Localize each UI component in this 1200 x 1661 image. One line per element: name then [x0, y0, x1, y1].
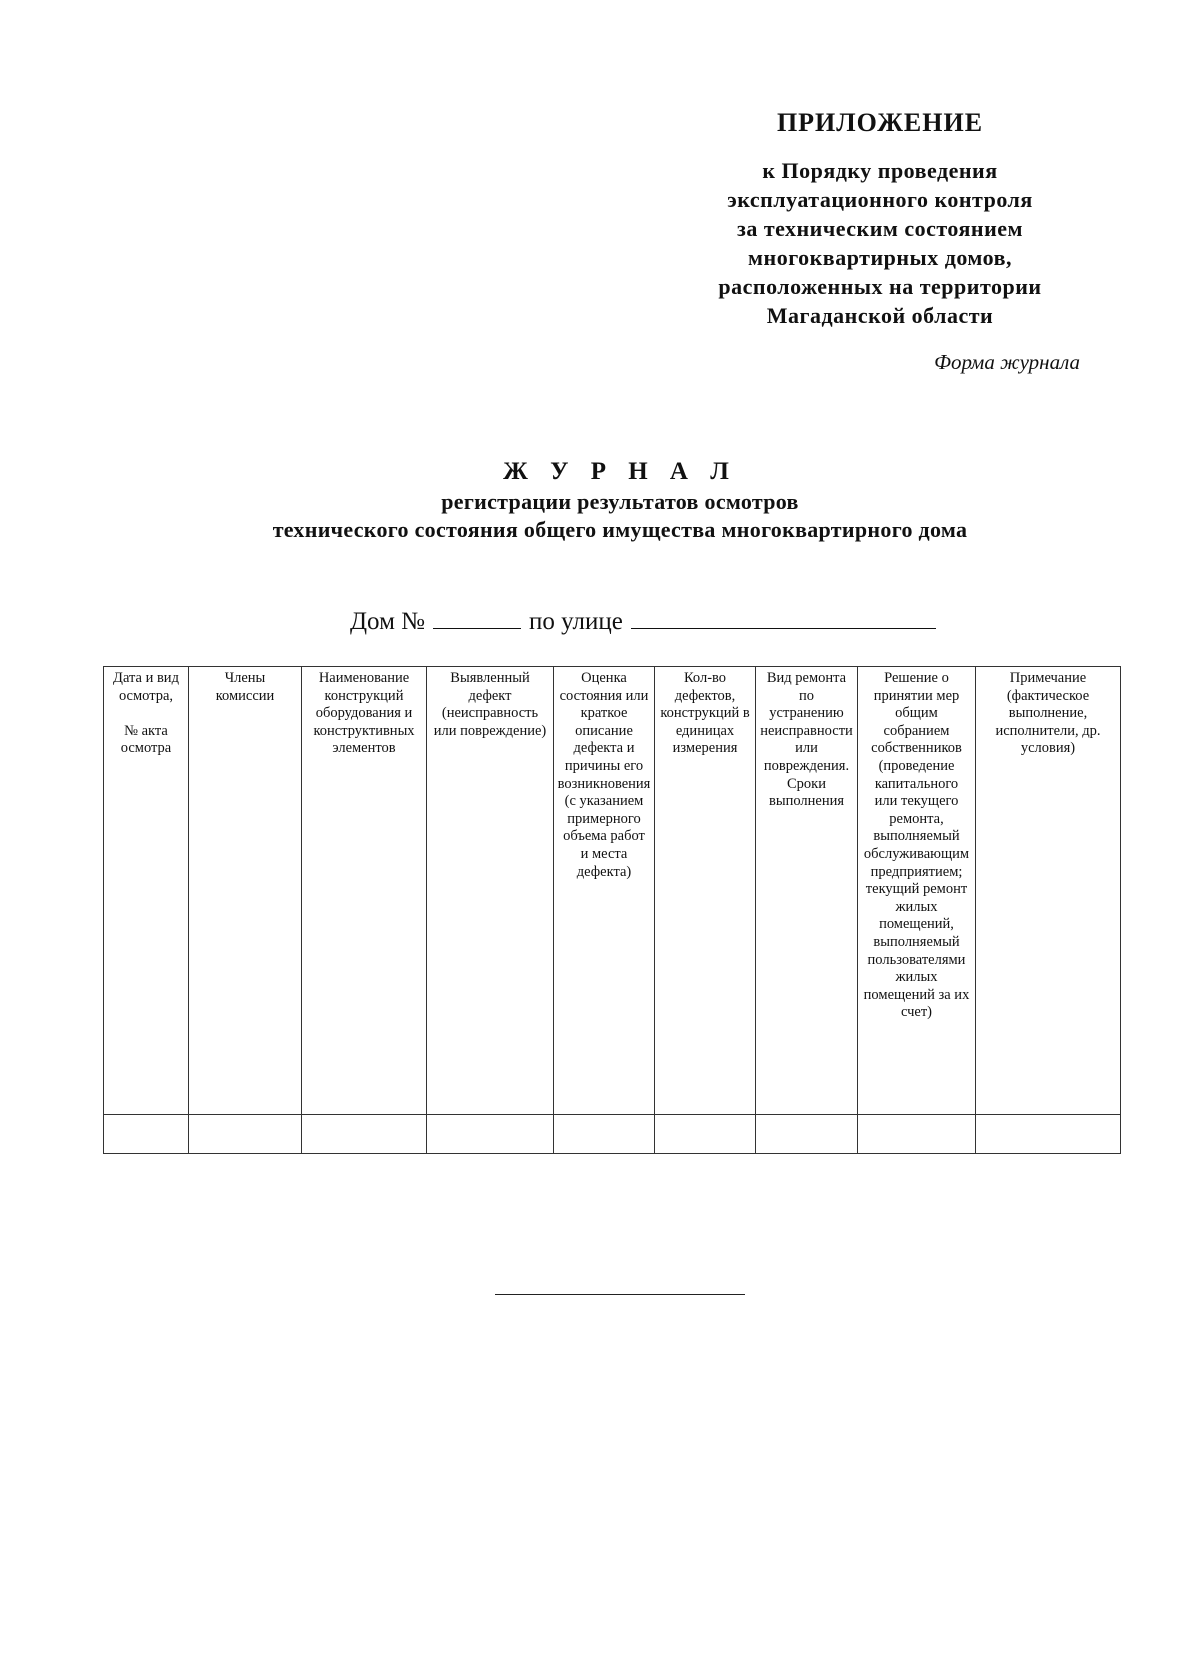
journal-subtitle: регистрации результатов осмотров: [441, 489, 799, 514]
table-cell[interactable]: [858, 1115, 976, 1154]
table-cell[interactable]: [104, 1115, 189, 1154]
table-cell[interactable]: [976, 1115, 1121, 1154]
closing-rule: [495, 1294, 745, 1295]
column-header-decision: Решение о принятии мер общим собранием собственников (проведение капитального или текущего ремонта, выполняемый обслуживающим предприятием; текущий ремонт жилых помещений, выполняемый пользователями жилых помещений за их счет): [858, 667, 976, 1115]
table-cell[interactable]: [427, 1115, 554, 1154]
table-header-row: [104, 667, 1121, 1115]
column-header-commission: Члены комиссии: [189, 667, 302, 1115]
column-header-note: Примечание (фактическое выполнение, исполнители, др. условия): [976, 667, 1121, 1115]
column-header-repair-type: Вид ремонта по устранению неисправности или повреждения. Сроки выполнения: [756, 667, 858, 1115]
table-row: [104, 1115, 1121, 1154]
journal-subtitle: технического состояния общего имущества многоквартирного дома: [272, 517, 968, 542]
journal-title-block: [100, 456, 1140, 544]
table-cell[interactable]: [655, 1115, 756, 1154]
column-header-defect: Выявленный дефект (неисправность или повреждение): [427, 667, 554, 1115]
column-header-quantity: Кол-во дефектов, конструкций в единицах измерения: [655, 667, 756, 1115]
table-cell[interactable]: [189, 1115, 302, 1154]
appendix-line: эксплуатационного контроля: [727, 187, 1033, 212]
column-header-date: Дата и вид осмотра, № акта осмотра: [104, 667, 189, 1115]
column-header-assessment: Оценка состояния или краткое описание дефекта и причины его возникновения (с указанием примерного объема работ и места дефекта): [554, 667, 655, 1115]
appendix-line: за техническим состоянием: [737, 216, 1023, 241]
appendix-heading: ПРИЛОЖЕНИЕ: [776, 108, 984, 137]
appendix-line: Магаданской области: [766, 303, 994, 328]
appendix-line: многоквартирных домов,: [748, 245, 1012, 270]
column-header-structures: Наименование конструкций оборудования и конструктивных элементов: [302, 667, 427, 1115]
street-label: по улице: [529, 608, 623, 635]
journal-table: [103, 666, 1121, 1154]
house-number-label: Дом №: [350, 608, 425, 635]
table-cell[interactable]: [554, 1115, 655, 1154]
table-cell[interactable]: [302, 1115, 427, 1154]
appendix-block: [660, 108, 1100, 330]
form-label: Форма журнала: [934, 350, 1080, 374]
appendix-line: расположенных на территории: [718, 274, 1042, 299]
house-address-line: [350, 606, 990, 636]
house-number-blank[interactable]: [433, 606, 521, 629]
table-cell[interactable]: [756, 1115, 858, 1154]
street-name-blank[interactable]: [631, 606, 936, 629]
appendix-line: к Порядку проведения: [762, 158, 998, 183]
journal-title: Ж У Р Н А Л: [503, 458, 737, 485]
